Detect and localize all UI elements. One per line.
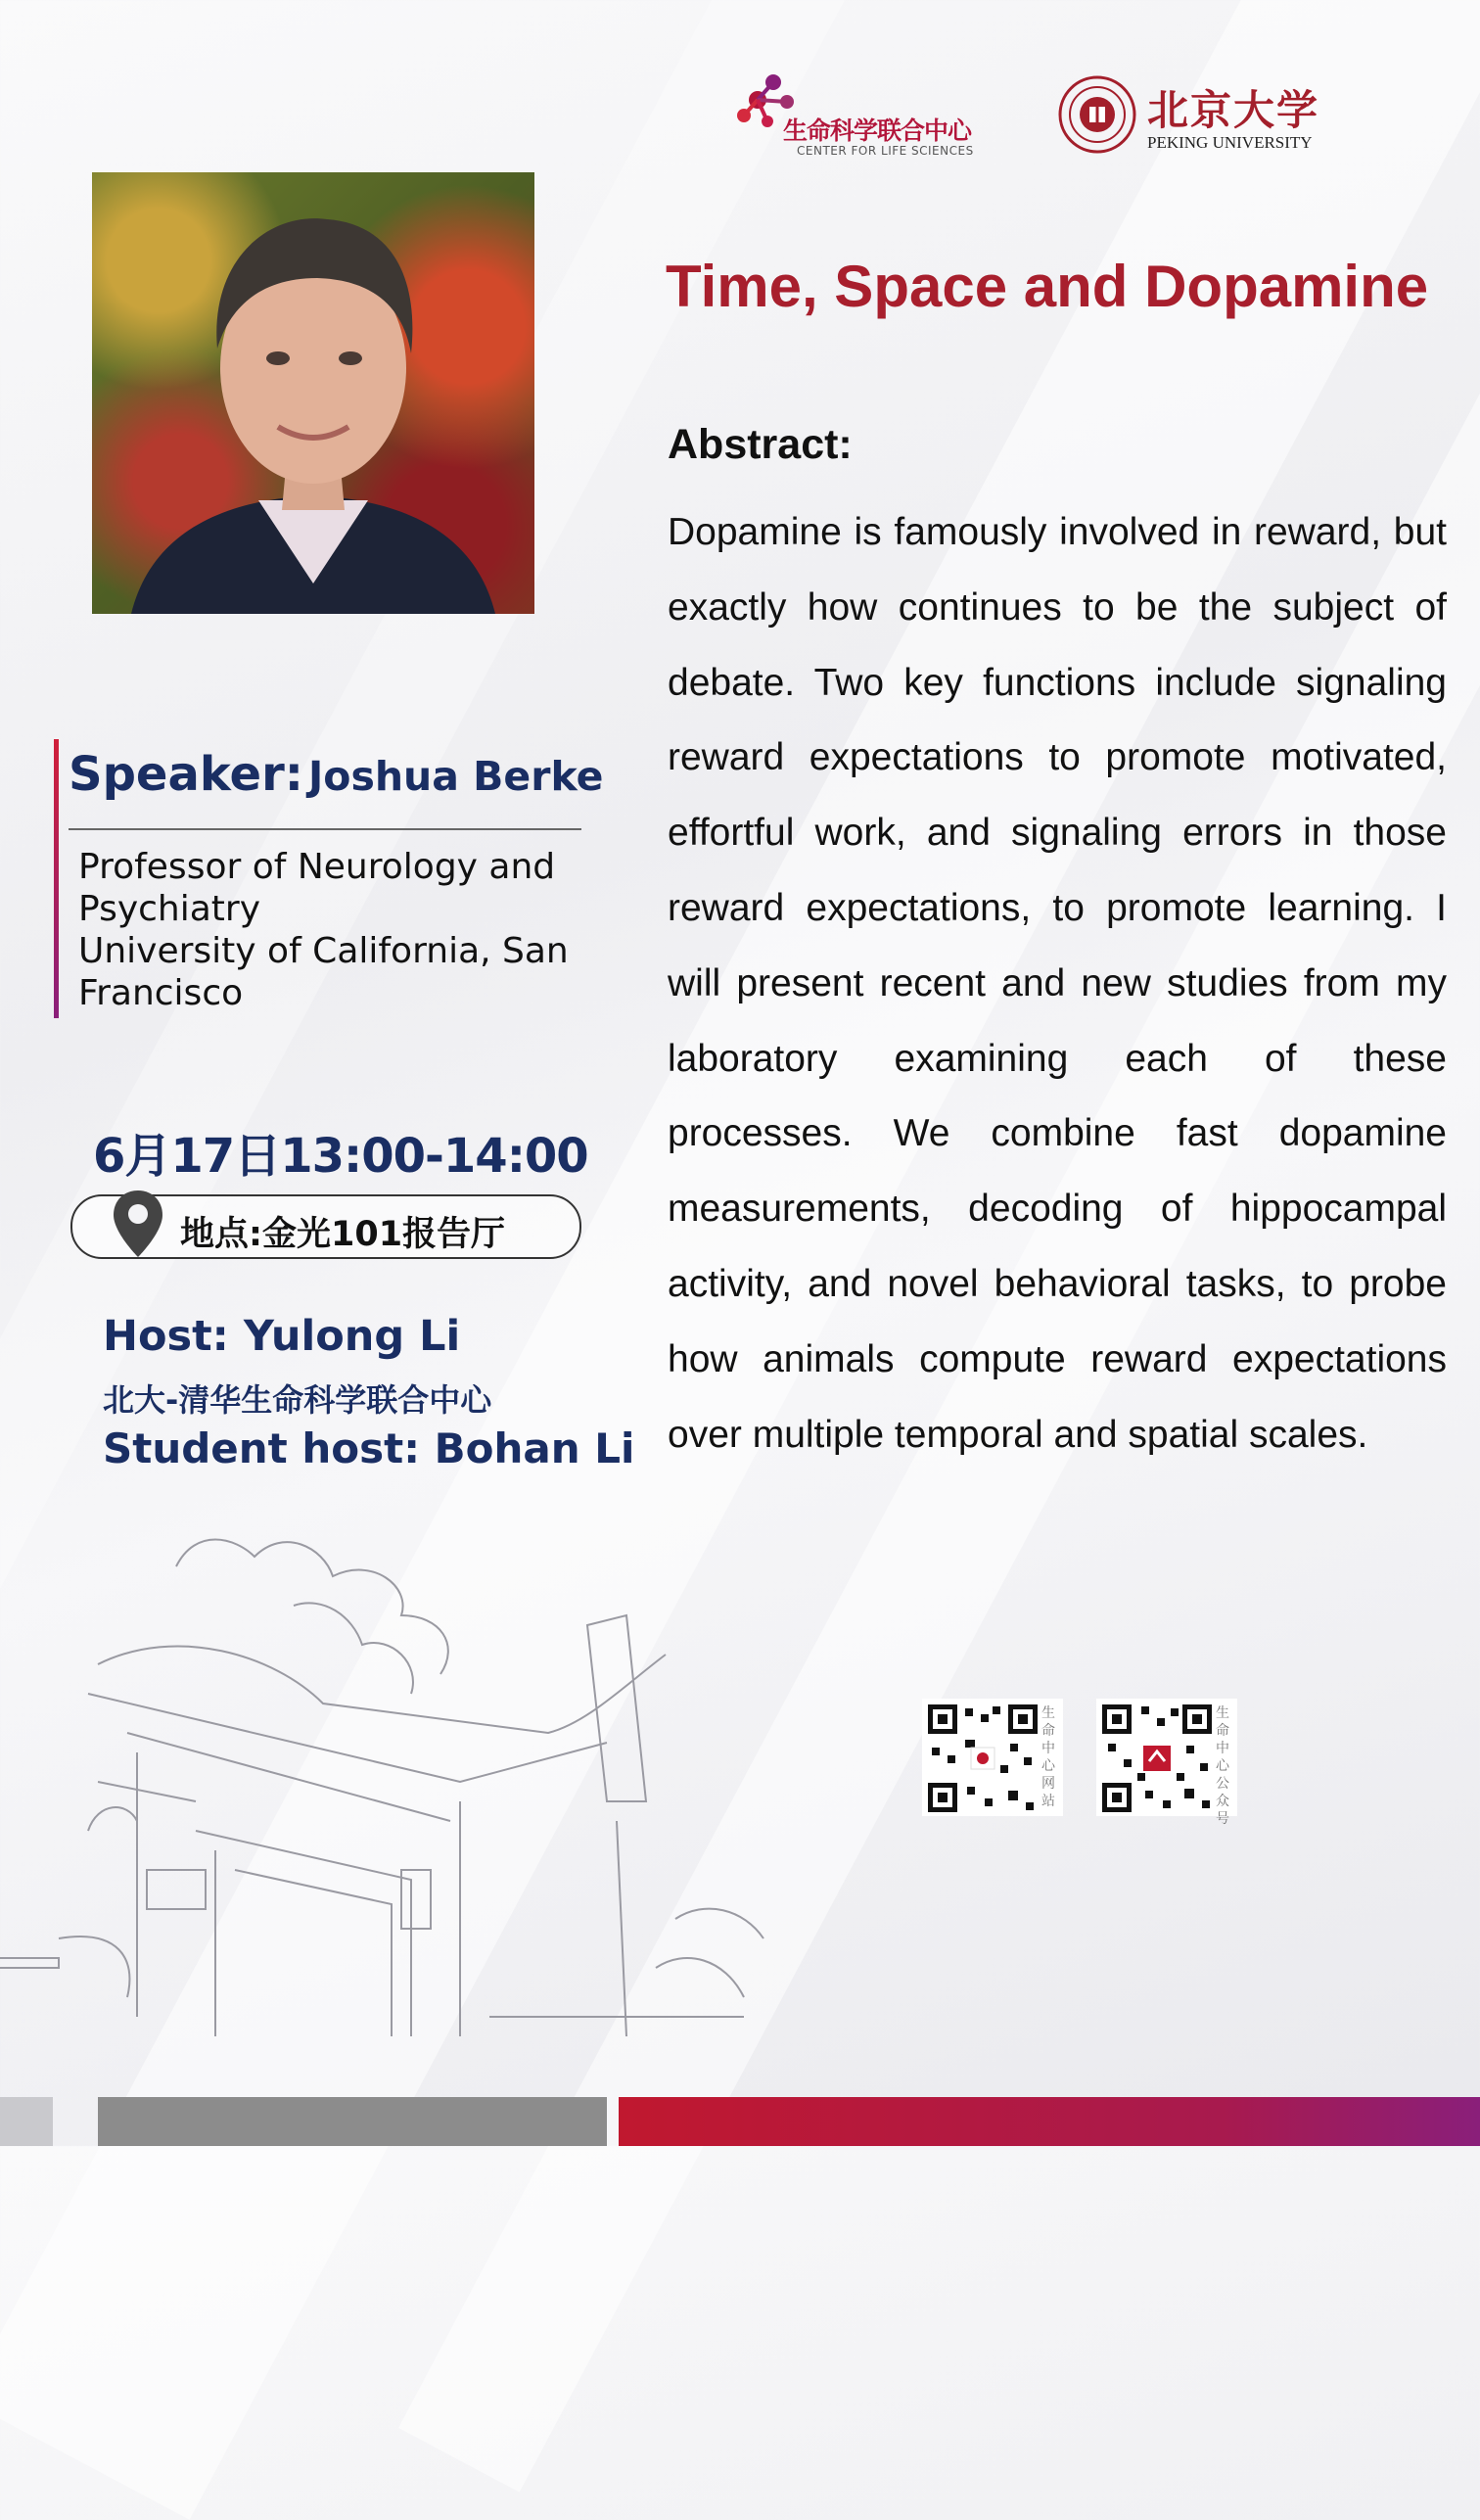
speaker-label: Speaker:	[69, 747, 303, 802]
venue-pill	[70, 1194, 581, 1259]
university-seal-icon	[1057, 74, 1137, 155]
affiliation-line: Francisco	[78, 973, 244, 1013]
host-line: Host: Yulong Li	[103, 1312, 461, 1361]
abstract-text: Dopamine is famously involved in reward, but exactly how continues to be the subject of debate. Two key functions include signaling reward expectations to promote motivated, effortful work, and signaling errors in those reward expectations, to promote learning. I will present recent and new studies from my laboratory examining each of these processes. We combine fast dopamine measurements, decoding of hippocampal activity, and novel behavioral tasks, to probe how animals compute reward expectations over multiple temporal and spatial scales.	[668, 511, 1447, 1456]
center-logo-chinese: 生命科学联合中心	[783, 117, 972, 145]
speaker-name: Joshua Berke	[308, 753, 604, 800]
campus-gate-drawing	[0, 1508, 783, 2056]
speaker-accent-bar	[54, 739, 59, 1018]
qr-code-wechat[interactable]	[1096, 1699, 1237, 1827]
university-name-chinese: 北京大学	[1147, 86, 1320, 134]
talk-datetime: 6月17日13:00-14:00	[93, 1129, 588, 1184]
qr-caption: 生命中心公众号	[1216, 1705, 1229, 1827]
center-for-life-sciences-logo	[732, 70, 977, 159]
speaker-photo	[92, 172, 534, 614]
university-name-english: PEKING UNIVERSITY	[1147, 133, 1313, 152]
student-host-line: Student host: Bohan Li	[103, 1424, 635, 1472]
footer-bar-light	[0, 2097, 53, 2146]
venue-text: 地点:金光101报告厅	[180, 1215, 506, 1254]
host-organization: 北大-清华生命科学联合中心	[103, 1381, 492, 1419]
footer-bar-grey	[98, 2097, 607, 2146]
speaker-divider	[69, 828, 581, 830]
qr-code-website[interactable]	[922, 1699, 1063, 1816]
peking-university-logo	[1057, 74, 1321, 157]
qr-code-icon	[928, 1704, 1038, 1812]
speaker-affiliation	[78, 846, 568, 1014]
qr-code-icon	[1102, 1704, 1212, 1812]
affiliation-line: Professor of Neurology and	[78, 847, 556, 887]
footer-bar-red	[619, 2097, 1480, 2146]
affiliation-line: Psychiatry	[78, 889, 261, 929]
affiliation-line: University of California, San	[78, 931, 569, 971]
location-pin-icon	[112, 1189, 164, 1259]
speaker-heading	[69, 747, 603, 802]
center-logo-english: CENTER FOR LIFE SCIENCES	[797, 144, 974, 158]
talk-title: Time, Space and Dopamine	[666, 254, 1429, 319]
abstract-heading: Abstract:	[668, 421, 853, 468]
qr-caption: 生命中心网站	[1041, 1705, 1055, 1809]
